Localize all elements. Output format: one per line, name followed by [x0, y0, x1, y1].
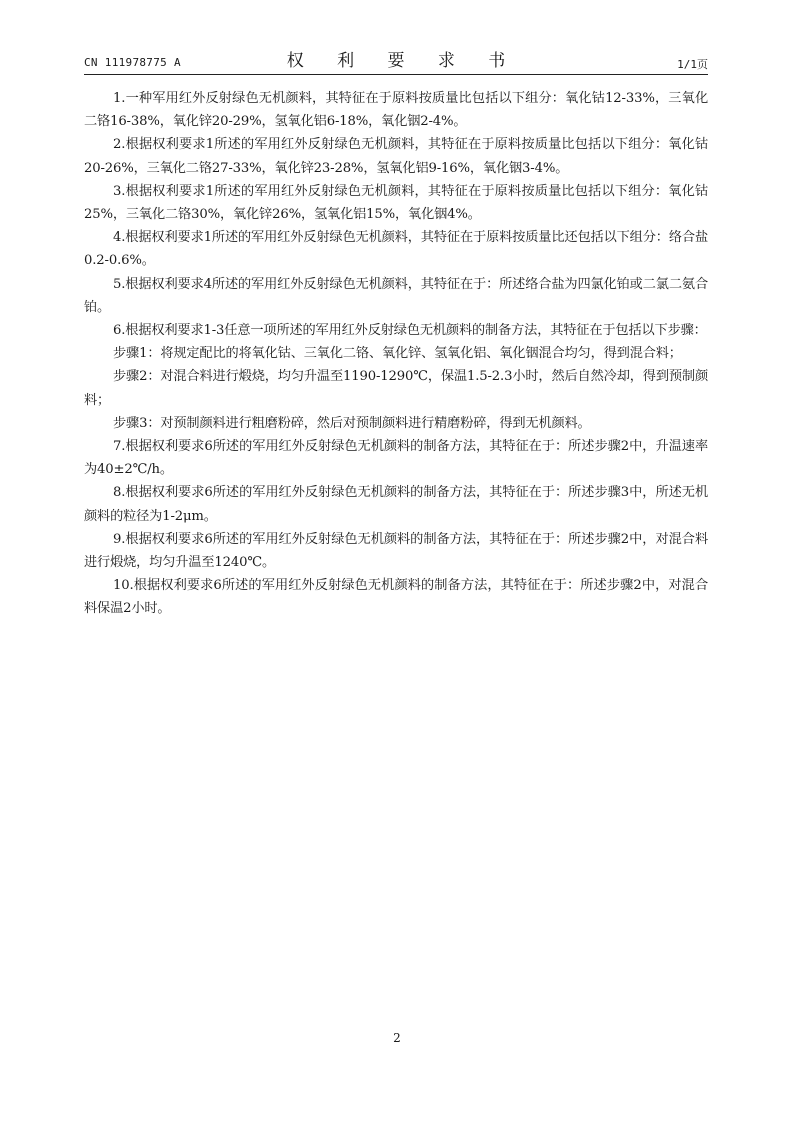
claim-6: 6.根据权利要求1-3任意一项所述的军用红外反射绿色无机颜料的制备方法，其特征在于包括以下步骤：	[113, 323, 707, 339]
page-indicator: 1/1页	[677, 58, 708, 71]
claim-5: 5.根据权利要求4所述的军用红外反射绿色无机颜料，其特征在于：所述络合盐为四氯化铂或二氯二氨合铂。	[84, 276, 708, 315]
document-title: 权 利 要 求 书	[286, 51, 520, 71]
claim-3: 3.根据权利要求1所述的军用红外反射绿色无机颜料，其特征在于原料按质量比包括以下组分：氧化钴25%，三氧化二铬30%，氧化锌26%，氢氧化铝15%，氧化铟4%。	[84, 183, 708, 223]
claim-2: 2.根据权利要求1所述的军用红外反射绿色无机颜料，其特征在于原料按质量比包括以下组分：氧化钴20-26%，三氧化二铬27-33%，氧化锌23-28%，氢氧化铝9-16%，氧化铟3-4%。	[84, 137, 708, 176]
claims-body	[84, 87, 708, 621]
claim-6-step-1: 步骤1：将规定配比的将氧化钴、三氧化二铬、氧化锌、氢氧化铝、氧化铟混合均匀，得到混合料；	[113, 346, 682, 362]
claim-1: 1.一种军用红外反射绿色无机颜料，其特征在于原料按质量比包括以下组分：氧化钴12-33%，三氧化二铬16-38%，氧化锌20-29%，氢氧化铝6-18%，氧化铟2-4%。	[84, 91, 708, 130]
claim-10: 10.根据权利要求6所述的军用红外反射绿色无机颜料的制备方法，其特征在于：所述步骤2中，对混合料保温2小时。	[84, 578, 708, 617]
claim-9: 9.根据权利要求6所述的军用红外反射绿色无机颜料的制备方法，其特征在于：所述步骤2中，对混合料进行煅烧，均匀升温至1240℃。	[84, 531, 708, 571]
claim-8: 8.根据权利要求6所述的军用红外反射绿色无机颜料的制备方法，其特征在于：所述步骤3中，所述无机颜料的粒径为1-2μm。	[84, 485, 708, 524]
publication-number: CN 111978775 A	[84, 56, 181, 69]
claim-6-step-3: 步骤3：对预制颜料进行粗磨粉碎，然后对预制颜料进行精磨粉碎，得到无机颜料。	[113, 415, 591, 431]
claim-4: 4.根据权利要求1所述的军用红外反射绿色无机颜料，其特征在于原料按质量比还包括以下组分：络合盐0.2-0.6%。	[84, 230, 708, 269]
claim-7: 7.根据权利要求6所述的军用红外反射绿色无机颜料的制备方法，其特征在于：所述步骤2中，升温速率为40±2℃/h。	[84, 439, 708, 478]
header-divider	[84, 74, 708, 75]
page-header	[84, 44, 708, 74]
claim-6-step-2: 步骤2：对混合料进行煅烧，均匀升温至1190-1290℃，保温1.5-2.3小时，然后自然冷却，得到预制颜料；	[84, 369, 708, 408]
page-number: 2	[393, 1031, 401, 1045]
